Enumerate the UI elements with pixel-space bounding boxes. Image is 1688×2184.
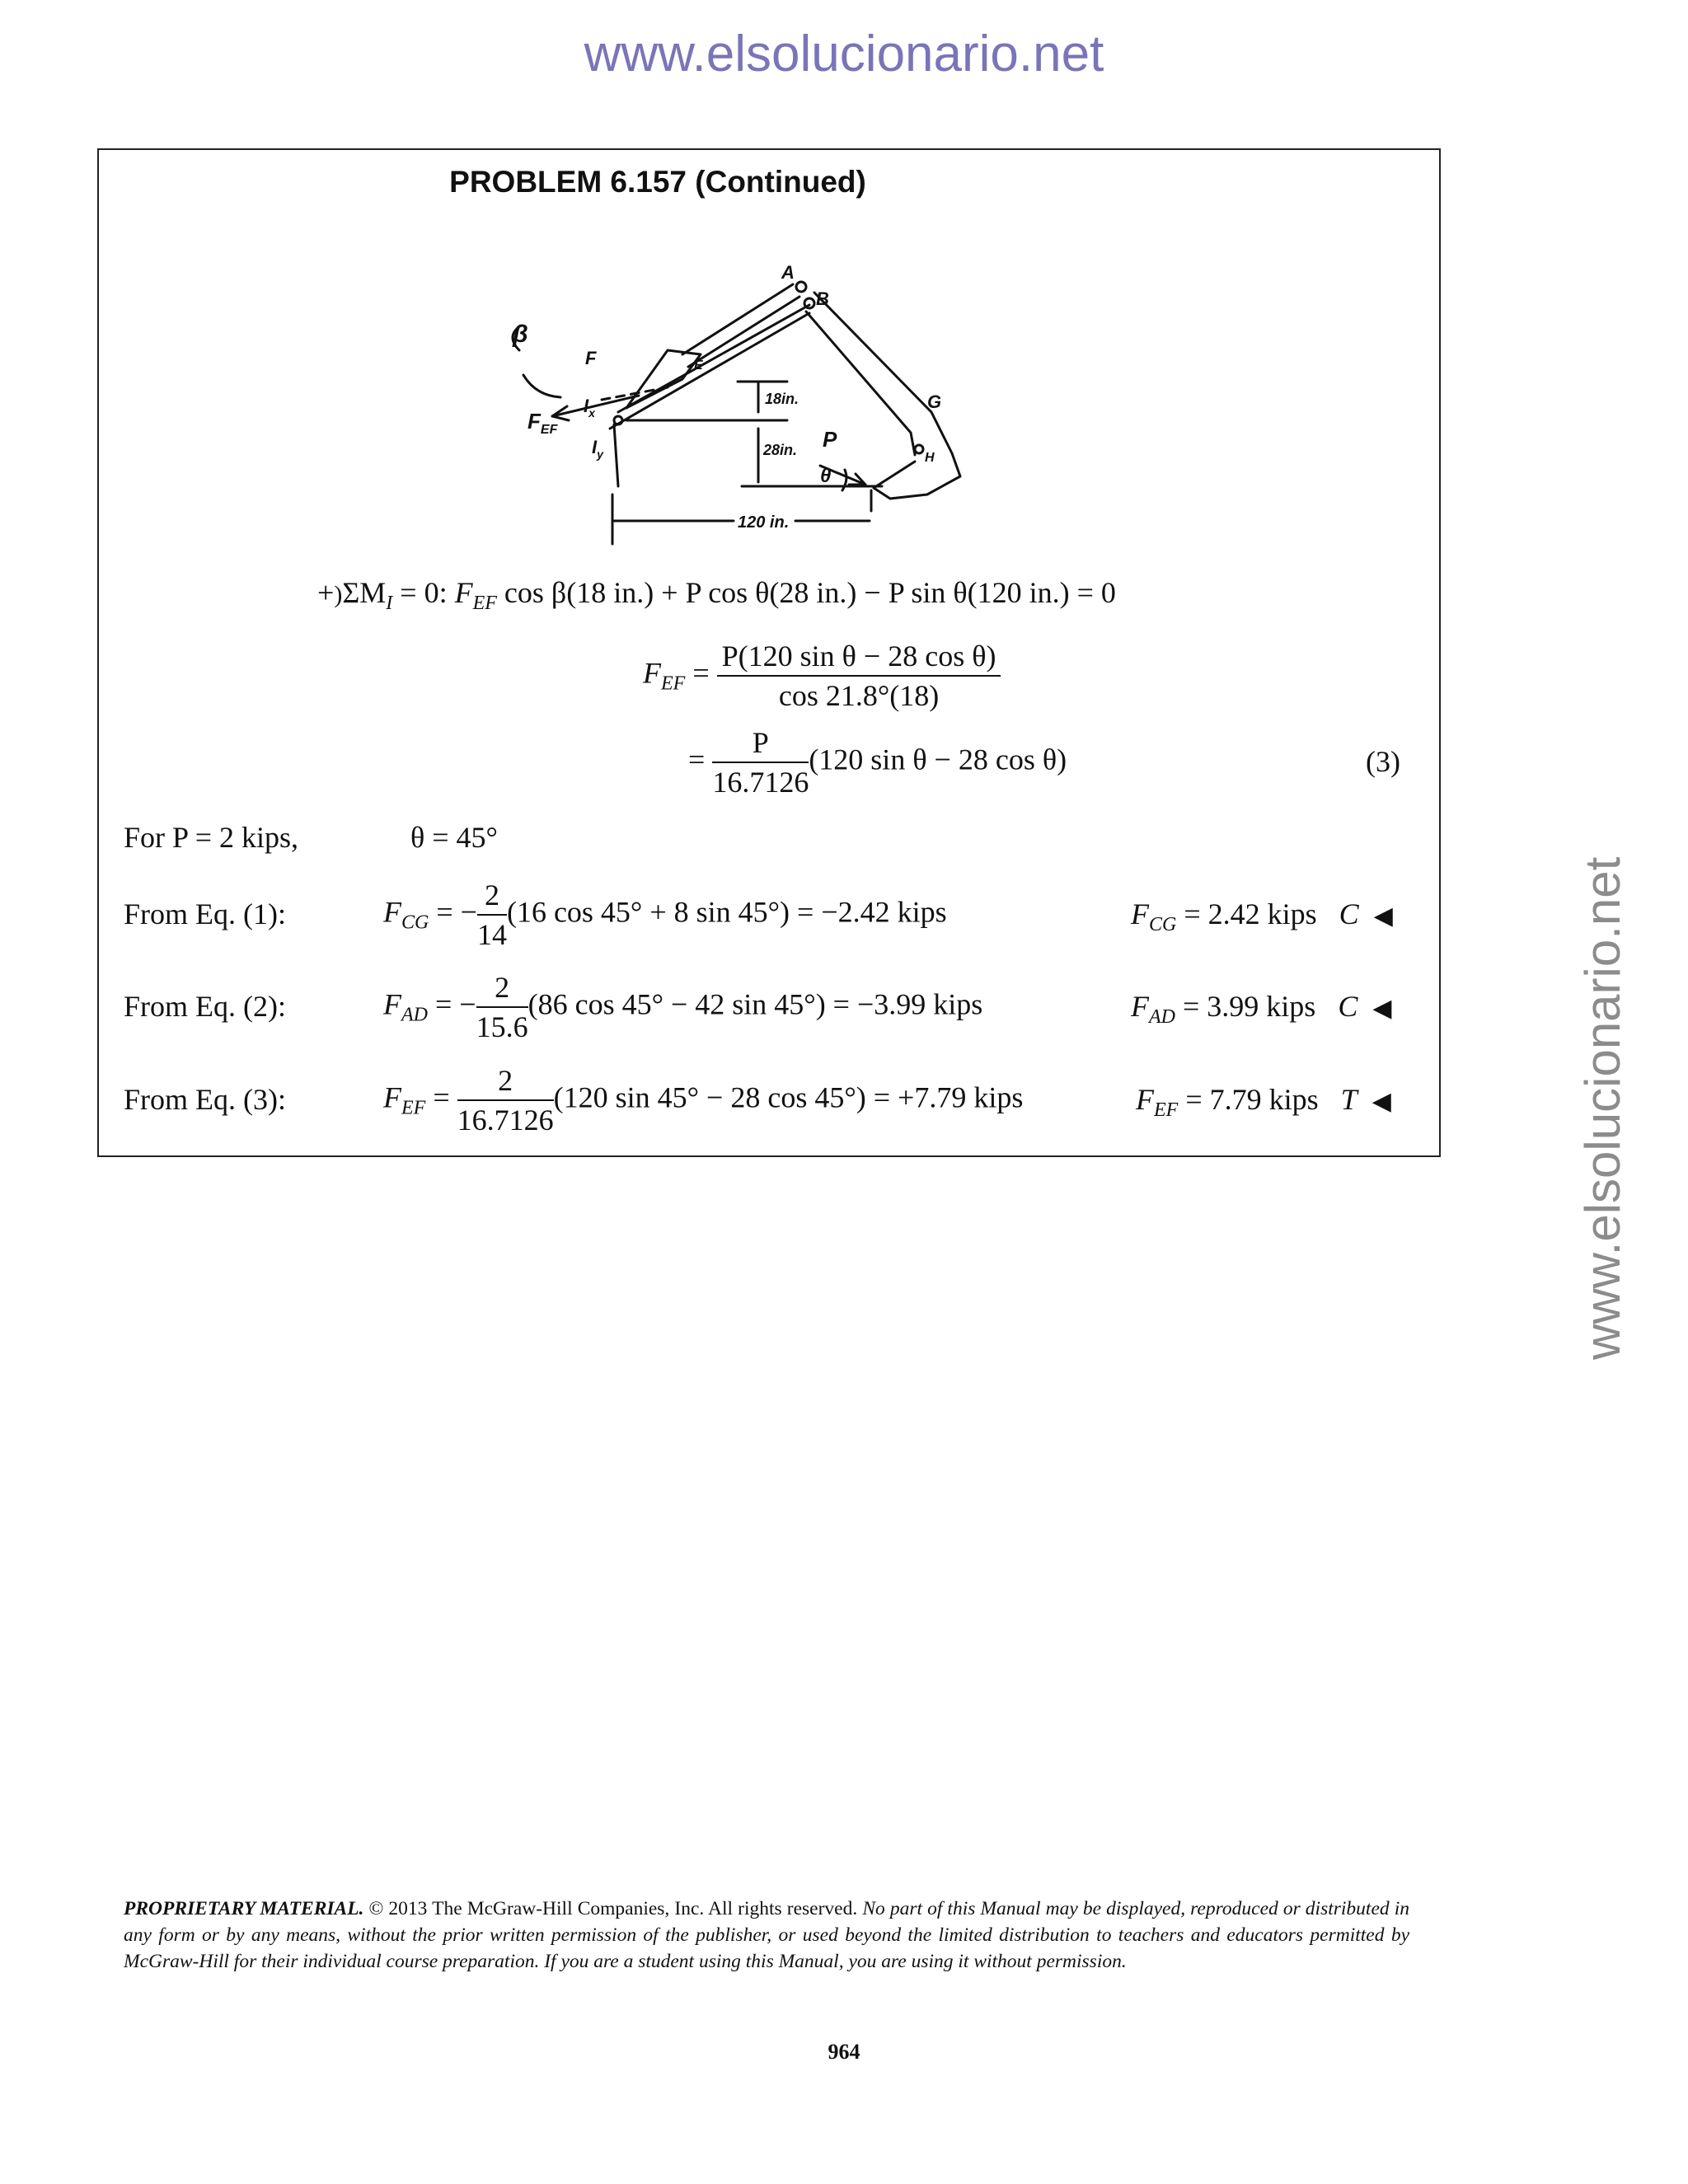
result-equation: $F_{CG}$ = − $\frac{2}{14}$ (16 cos 45° + 8 sin 45°) = −2.42 kips — [383, 879, 947, 951]
answer-marker-icon: ◀ — [1372, 994, 1392, 1023]
problem-title: PROBLEM 6.157 (Continued) — [449, 165, 866, 199]
fef-equation-2: = $\frac{P}{16.7126}$ (120 sin θ − 28 cos θ) — [688, 726, 1067, 799]
label-h: H — [925, 451, 935, 465]
equation-tag-3: (3) — [1366, 745, 1400, 778]
result-equation: $F_{EF}$ = $\frac{2}{16.7126}$ (120 sin 45° − 28 cos 45°) = +7.79 kips — [383, 1064, 1024, 1137]
result-label: From Eq. (2): — [124, 990, 286, 1023]
label-e: E — [694, 359, 703, 373]
fraction: $\frac{2}{14}$ — [476, 879, 507, 951]
moment-arrow-icon: ) — [334, 581, 343, 608]
watermark-side: www.elsolucionario.net — [1575, 856, 1630, 1360]
answer-marker-icon: ◀ — [1372, 1087, 1391, 1116]
label-g: G — [927, 391, 942, 412]
label-dim120: 120 in. — [738, 513, 790, 532]
copyright-footer: PROPRIETARY MATERIAL. © 2013 The McGraw-Hill Companies, Inc. All rights reserved. No part of this Manual may be displayed, reproduced or distributed in any form or by any means, without the prior written permission of the publisher, or used beyond the limited distribution to teachers and educators permitted by McGraw-Hill for their individual course preparation. If you are a student using this Manual, you are using it without permission. — [124, 1898, 1409, 1972]
label-iy: $I_y$ — [592, 437, 603, 461]
answer-marker-icon: ◀ — [1373, 902, 1393, 930]
given-angle: θ = 45° — [410, 821, 498, 854]
problem-title-row — [97, 165, 1441, 199]
result-label: From Eq. (1): — [124, 898, 286, 930]
page-number: 964 — [828, 2040, 860, 2064]
fraction: $\frac{\text{P(120 sin θ − 28 cos θ)}}{\cos 21.8^\circ(18)}$ — [717, 639, 1001, 713]
bracket — [626, 350, 701, 408]
beta-arrow — [523, 375, 560, 397]
lower-arm — [614, 424, 618, 486]
boom-lower-edge — [688, 297, 799, 367]
label-fef: $F_{EF}$ — [528, 409, 558, 437]
result-answer: $F_{EF} = 7.79$ kips T ◀ — [1136, 1083, 1391, 1121]
fef-equation-1: $F_{EF}$ = $\frac{\text{P(120 sin θ − 28 cos θ)}}{\cos 21.8^\circ(18)}$ — [643, 639, 1001, 713]
label-beta: β — [513, 321, 528, 348]
label-b: B — [816, 288, 829, 309]
fraction: $\frac{2}{16.7126}$ — [457, 1064, 554, 1137]
watermark-top: www.elsolucionario.net — [584, 26, 1104, 82]
result-equation: $F_{AD}$ = − $\frac{2}{15.6}$ (86 cos 45° − 42 sin 45°) = −3.99 kips — [383, 971, 983, 1043]
label-a: A — [781, 264, 795, 283]
label-dim28: 28in. — [763, 442, 798, 458]
label-theta: θ — [820, 465, 832, 487]
label-dim18: 18in. — [765, 391, 799, 407]
moment-equation: $+)\Sigma M_I = 0$: $F_{EF}$ cos β(18 in.) + P cos θ(28 in.) − P sin θ(120 in.) = 0 — [317, 576, 1116, 614]
result-label: From Eq. (3): — [124, 1083, 286, 1116]
bucket — [874, 453, 960, 499]
label-p: P — [823, 427, 837, 452]
label-ix: $I_x$ — [584, 396, 595, 419]
fraction: $\frac{2}{15.6}$ — [476, 971, 528, 1043]
force-fef-arrow — [552, 396, 639, 416]
fraction: $\frac{P}{16.7126}$ — [712, 726, 809, 799]
given-load: For P = 2 kips, — [124, 821, 299, 854]
result-answer: $F_{CG} = 2.42$ kips C ◀ — [1131, 898, 1393, 935]
free-body-diagram — [503, 264, 1014, 565]
main-boom-bottom — [610, 313, 809, 429]
label-f: F — [585, 348, 597, 368]
result-answer: $F_{AD} = 3.99$ kips C ◀ — [1131, 990, 1392, 1028]
